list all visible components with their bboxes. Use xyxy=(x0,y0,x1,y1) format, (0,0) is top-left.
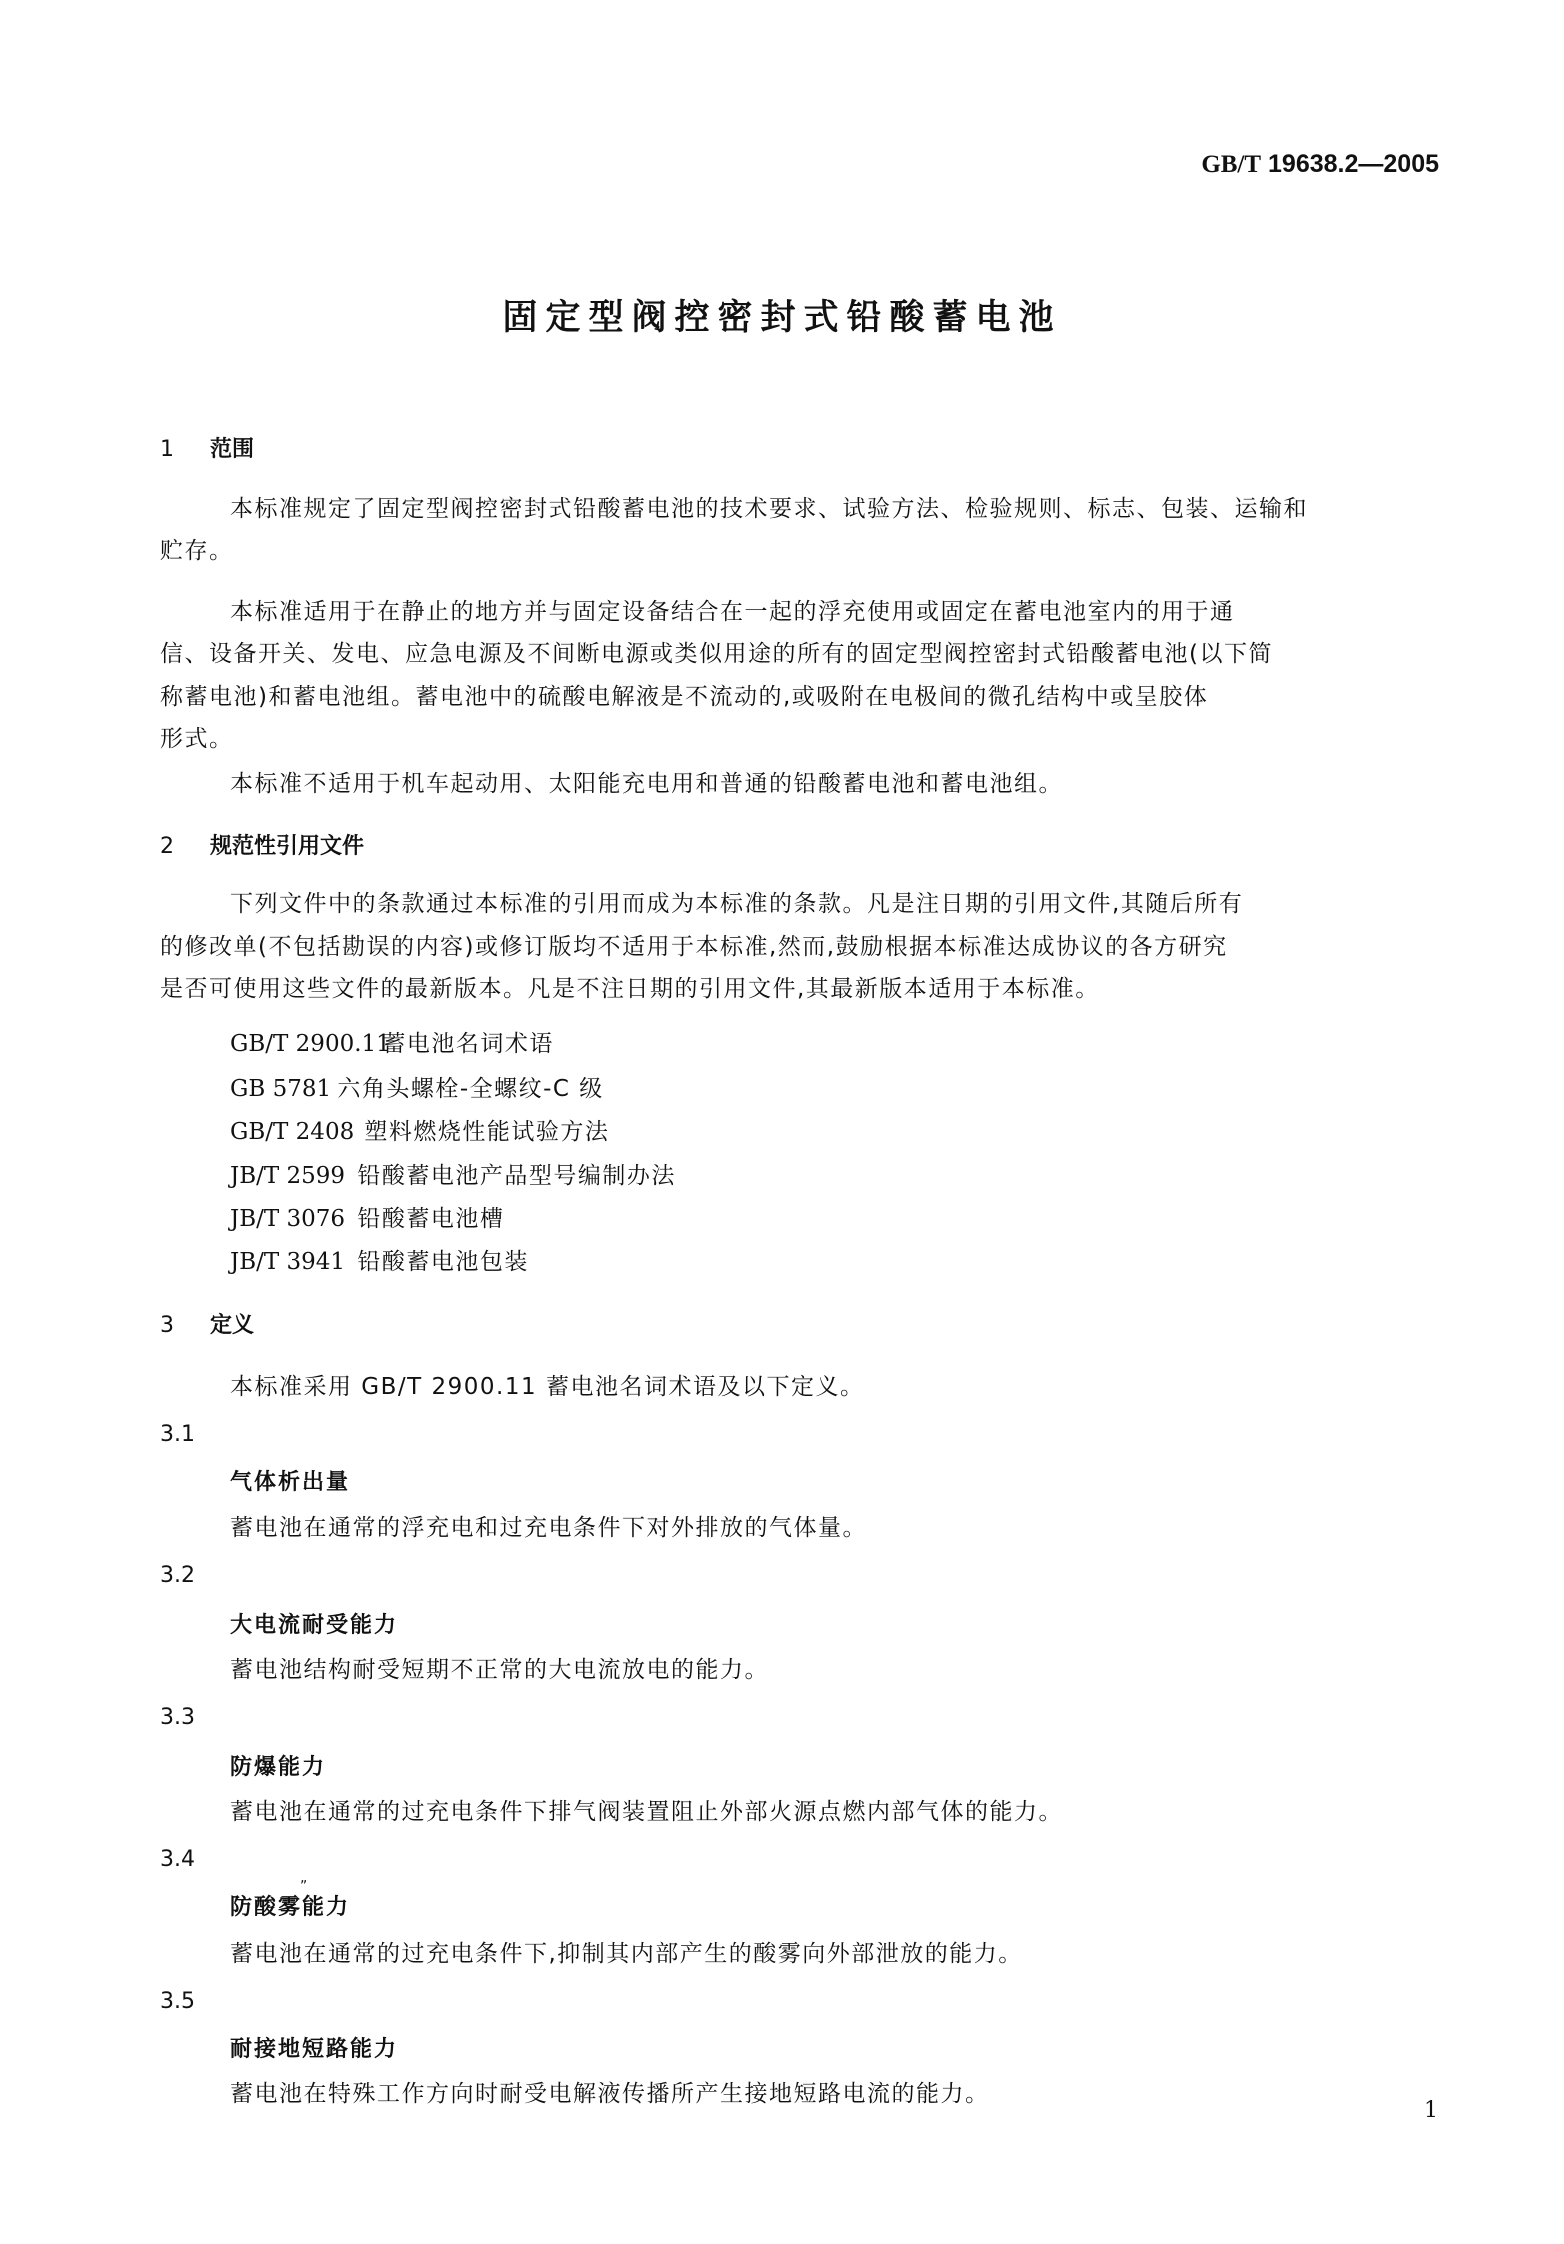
section-heading-2 xyxy=(160,829,364,860)
clause-number: 3.1 xyxy=(160,1422,195,1447)
reference-name: 蓄电池名词术语 xyxy=(382,1031,554,1057)
clause-number: 3.5 xyxy=(160,1989,195,2014)
document-title: 固定型阀控密封式铅酸蓄电池 xyxy=(502,298,1062,338)
reference-code: GB/T 2408 xyxy=(230,1119,355,1145)
paragraph-line: 下列文件中的条款通过本标准的引用而成为本标准的条款。凡是注日期的引用文件,其随后所有 xyxy=(230,891,1244,917)
standard-prefix: GB/T xyxy=(1201,151,1262,178)
paragraph-line: 本标准规定了固定型阀控密封式铅酸蓄电池的技术要求、试验方法、检验规则、标志、包装、运输和 xyxy=(230,496,1308,522)
term-definition: 蓄电池在通常的过充电条件下排气阀装置阻止外部火源点燃内部气体的能力。 xyxy=(230,1799,1063,1825)
paragraph-line: 本标准适用于在静止的地方并与固定设备结合在一起的浮充使用或固定在蓄电池室内的用于通 xyxy=(230,599,1235,625)
paragraph-line: 信、设备开关、发电、应急电源及不间断电源或类似用途的所有的固定型阀控密封式铅酸蓄电池(以下简 xyxy=(160,641,1273,667)
reference-name: 铅酸蓄电池包装 xyxy=(357,1249,529,1275)
paragraph-line: 贮存。 xyxy=(160,538,234,564)
paragraph-line: 称蓄电池)和蓄电池组。蓄电池中的硫酸电解液是不流动的,或吸附在电极间的微孔结构中或呈胶体 xyxy=(160,684,1209,710)
clause-number: 3.2 xyxy=(160,1563,195,1588)
stray-mark: „ xyxy=(300,1870,308,1886)
section-number: 1 xyxy=(160,437,174,462)
reference-name: 塑料燃烧性能试验方法 xyxy=(364,1119,610,1145)
paragraph-line: 形式。 xyxy=(160,726,234,752)
section-heading-3 xyxy=(160,1308,254,1339)
section-title: 范围 xyxy=(210,437,255,462)
section-title: 定义 xyxy=(210,1313,255,1338)
reference-item xyxy=(230,1070,604,1103)
term-heading: 防爆能力 xyxy=(230,1755,327,1780)
reference-item xyxy=(230,1243,529,1276)
standard-number: 19638.2—2005 xyxy=(1268,150,1439,178)
reference-name: 铅酸蓄电池产品型号编制办法 xyxy=(357,1163,676,1189)
reference-item xyxy=(230,1157,676,1190)
reference-name: 六角头螺栓-全螺纹-C 级 xyxy=(337,1076,604,1102)
paragraph-line: 的修改单(不包括勘误的内容)或修订版均不适用于本标准,然而,鼓励根据本标准达成协议的各方研究 xyxy=(160,934,1228,960)
standard-code xyxy=(1201,150,1439,179)
reference-code: GB 5781 xyxy=(230,1076,332,1102)
section-title: 规范性引用文件 xyxy=(210,834,365,859)
paragraph-line: 是否可使用这些文件的最新版本。凡是不注日期的引用文件,其最新版本适用于本标准。 xyxy=(160,976,1100,1002)
term-definition: 蓄电池在通常的浮充电和过充电条件下对外排放的气体量。 xyxy=(230,1515,867,1541)
term-definition: 蓄电池在通常的过充电条件下,抑制其内部产生的酸雾向外部泄放的能力。 xyxy=(230,1941,1023,1967)
reference-item xyxy=(230,1025,554,1058)
reference-code: JB/T 3076 xyxy=(230,1206,346,1232)
section-heading-1 xyxy=(160,432,254,463)
section-number: 3 xyxy=(160,1313,174,1338)
definitions-intro: 本标准采用 GB/T 2900.11 蓄电池名词术语及以下定义。 xyxy=(230,1374,865,1400)
reference-name: 铅酸蓄电池槽 xyxy=(357,1206,505,1232)
term-heading: 大电流耐受能力 xyxy=(230,1613,399,1638)
clause-number: 3.4 xyxy=(160,1847,195,1872)
paragraph-line: 本标准不适用于机车起动用、太阳能充电用和普通的铅酸蓄电池和蓄电池组。 xyxy=(230,771,1063,797)
term-heading: 防酸雾能力 xyxy=(230,1895,351,1920)
reference-code: GB/T 2900.11 xyxy=(230,1031,391,1057)
reference-code: JB/T 2599 xyxy=(230,1163,346,1189)
reference-item xyxy=(230,1113,609,1146)
reference-code: JB/T 3941 xyxy=(230,1249,346,1275)
clause-number: 3.3 xyxy=(160,1705,195,1730)
term-heading: 耐接地短路能力 xyxy=(230,2037,399,2062)
term-heading: 气体析出量 xyxy=(230,1470,351,1495)
page-number: 1 xyxy=(1424,2098,1438,2123)
section-number: 2 xyxy=(160,834,174,859)
reference-item xyxy=(230,1200,504,1233)
term-definition: 蓄电池结构耐受短期不正常的大电流放电的能力。 xyxy=(230,1657,769,1683)
term-definition: 蓄电池在特殊工作方向时耐受电解液传播所产生接地短路电流的能力。 xyxy=(230,2081,990,2107)
